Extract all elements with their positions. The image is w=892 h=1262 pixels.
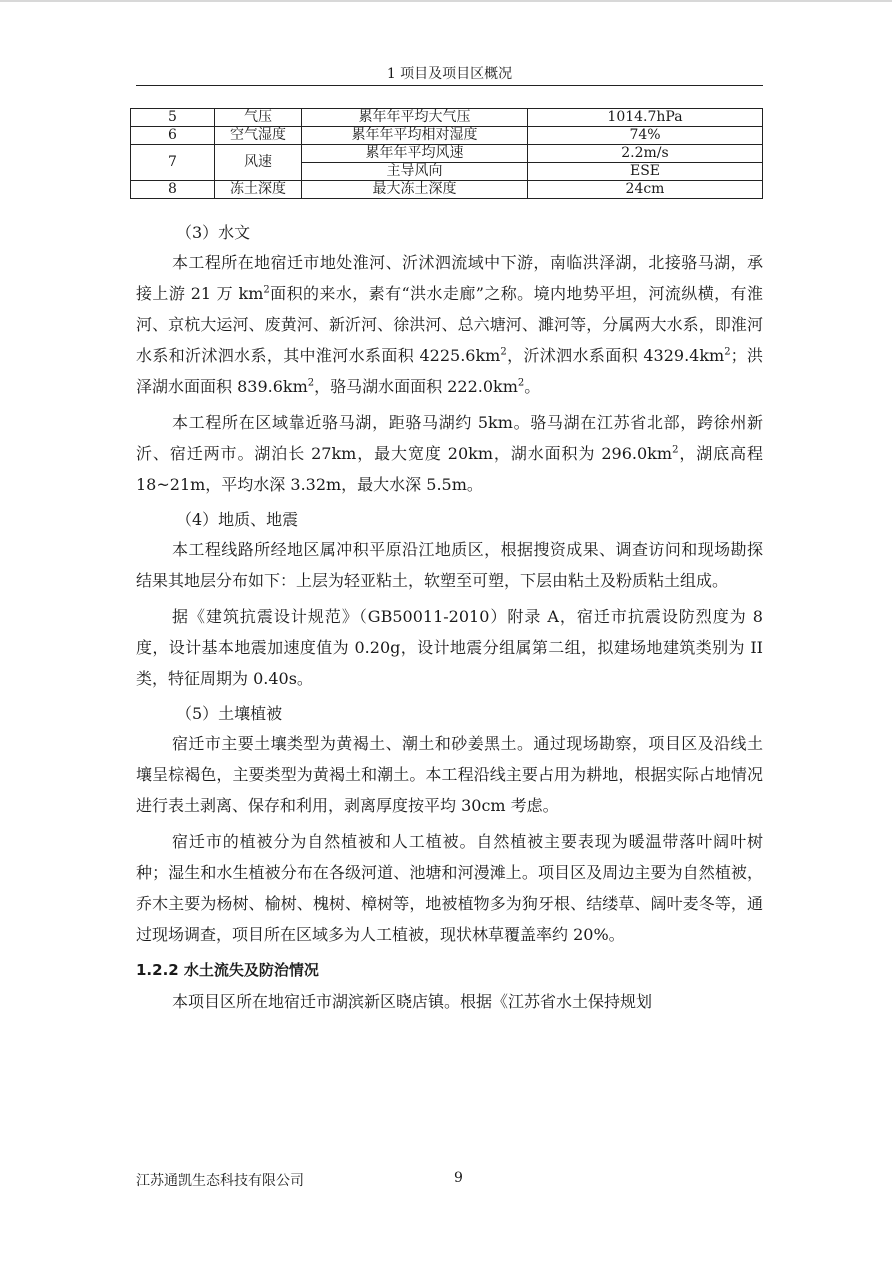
cell-no: 5 <box>131 109 215 127</box>
cell-no: 7 <box>131 145 215 181</box>
table-row <box>131 127 763 145</box>
page-header: 1 项目及项目区概况 <box>386 66 513 82</box>
table-row <box>131 109 763 127</box>
cell-index: 累年年平均大气压 <box>302 109 528 127</box>
paragraph: 本工程所在地宿迁市地处淮河、沂沭泗流域中下游，南临洪泽湖，北接骆马湖，承接上游 21 万 $km^2$面积的来水，素有“洪水走廊”之称。境内地势平坦，河流纵横，有淮河、京杭大运河、废黄河、新沂河、徐洪河、总六塘河、濉河等，分属两大水系，即淮河水系和沂沭泗水系，其中淮河水系面积 $4225.6km^2$，沂沭泗水系面积 $4329.4km^2$；洪泽湖水面面积 $839.6km^2$，骆马湖水面面积 $222.0km^2$。 <box>136 253 763 396</box>
paragraph: 宿迁市的植被分为自然植被和人工植被。自然植被主要表现为暖温带落叶阔叶树种；湿生和水生植被分布在各级河道、池塘和河漫滩上。项目区及周边主要为自然植被，乔木主要为杨树、榆树、槐树、樟树等，地被植物多为狗牙根、结缕草、阔叶麦冬等，通过现场调查，项目所在区域多为人工植被，现状林草覆盖率约 20%。 <box>136 832 763 944</box>
cell-item: 冻土深度 <box>215 181 302 199</box>
cell-index: 最大冻土深度 <box>302 181 528 199</box>
table-row <box>131 181 763 199</box>
cell-index: 主导风向 <box>302 163 528 181</box>
cell-value: ESE <box>528 163 763 181</box>
subheading-hydrology: （3）水文 <box>176 223 251 242</box>
cell-no: 8 <box>131 181 215 199</box>
cell-index: 累年年平均风速 <box>302 145 528 163</box>
cell-value: 1014.7hPa <box>528 109 763 127</box>
subheading-soil: （5）土壤植被 <box>176 704 283 723</box>
cell-no: 6 <box>131 127 215 145</box>
page-number: 9 <box>454 1170 463 1186</box>
body-text <box>136 218 763 1022</box>
paragraph: 据《建筑抗震设计规范》（GB50011-2010）附录 A，宿迁市抗震设防烈度为 8 度，设计基本地震加速度值为 0.20g，设计地震分组属第二组，拟建场地建筑类别为 II 类，特征周期为 0.40s。 <box>136 607 763 688</box>
cell-item: 风速 <box>215 145 302 181</box>
page-top-border <box>0 0 892 2</box>
paragraph: 本工程所在区域靠近骆马湖，距骆马湖约 5km。骆马湖在江苏省北部，跨徐州新沂、宿迁两市。湖泊长 27km，最大宽度 20km，湖水面积为 $296.0km^2$，湖底高程 18~21m，平均水深 3.32m，最大水深 5.5m。 <box>136 413 763 494</box>
section-heading: 1.2.2 水土流失及防治情况 <box>136 961 319 979</box>
cell-index: 累年年平均相对湿度 <box>302 127 528 145</box>
footer-company: 江苏通凯生态科技有限公司 <box>136 1173 304 1189</box>
subheading-geology: （4）地质、地震 <box>176 510 299 529</box>
header-rule <box>136 85 763 86</box>
cell-value: 24cm <box>528 181 763 199</box>
cell-item: 气压 <box>215 109 302 127</box>
cell-value: 74% <box>528 127 763 145</box>
cell-value: 2.2m/s <box>528 145 763 163</box>
climate-table <box>130 108 763 199</box>
cell-item: 空气湿度 <box>215 127 302 145</box>
paragraph: 宿迁市主要土壤类型为黄褐土、潮土和砂姜黑土。通过现场勘察，项目区及沿线土壤呈棕褐色，主要类型为黄褐土和潮土。本工程沿线主要占用为耕地，根据实际占地情况进行表土剥离、保存和利用，剥离厚度按平均 30cm 考虑。 <box>136 734 763 815</box>
paragraph: 本工程线路所经地区属冲积平原沿江地质区，根据搜资成果、调查访问和现场勘探结果其地层分布如下：上层为轻亚粘土，软塑至可塑，下层由粘土及粉质粘土组成。 <box>136 540 763 590</box>
table-row <box>131 145 763 163</box>
paragraph: 本项目区所在地宿迁市湖滨新区晓店镇。根据《江苏省水土保持规划 <box>172 992 653 1011</box>
